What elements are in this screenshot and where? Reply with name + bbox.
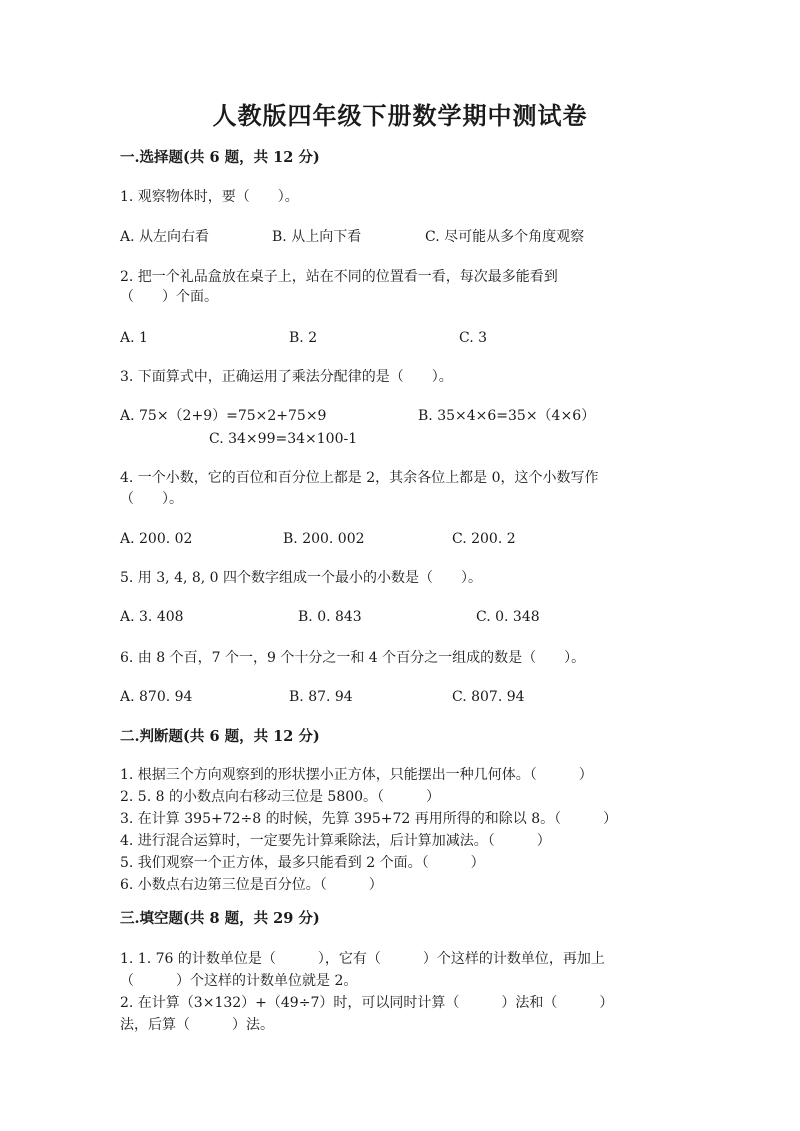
option-a: A. 从左向右看 [120, 229, 210, 245]
fill-in-item-continued: 法，后算（ ）法。 [120, 1017, 274, 1033]
judgement-item: 3. 在计算 395+72÷8 的时候，先算 395+72 再用所得的和除以 8。（ ） [120, 811, 618, 827]
option-c: C. 200. 2 [452, 531, 516, 547]
section-heading-choice: 一.选择题(共 6 题，共 12 分) [120, 149, 320, 166]
judgement-item: 6. 小数点右边第三位是百分位。（ ） [120, 877, 383, 893]
option-b: B. 0. 843 [298, 609, 362, 625]
question-stem: 6. 由 8 个百，7 个一，9 个十分之一和 4 个百分之一组成的数是（ ）。 [120, 650, 586, 666]
question-stem: 5. 用 3, 4, 8, 0 四个数字组成一个最小的小数是（ ）。 [120, 570, 483, 586]
option-c: C. 尽可能从多个角度观察 [425, 229, 585, 245]
option-a: A. 200. 02 [120, 531, 193, 547]
question-stem: 3. 下面算式中，正确运用了乘法分配律的是（ ）。 [120, 369, 453, 385]
fill-in-item: 2. 在计算（3×132）+（49÷7）时，可以同时计算（ ）法和（ ） [120, 995, 614, 1011]
option-c: C. 0. 348 [476, 609, 540, 625]
option-a: A. 1 [120, 330, 148, 346]
option-b: B. 87. 94 [289, 689, 353, 705]
question-stem: 1. 观察物体时，要（ ）。 [120, 189, 299, 205]
question-stem: 2. 把一个礼品盒放在桌子上，站在不同的位置看一看，每次最多能看到 [120, 269, 558, 285]
option-b: B. 200. 002 [283, 531, 365, 547]
option-c: C. 807. 94 [452, 689, 525, 705]
judgement-item: 1. 根据三个方向观察到的形状摆小正方体，只能摆出一种几何体。（ ） [120, 767, 593, 783]
option-b: B. 从上向下看 [272, 229, 362, 245]
question-stem-continued: （ ）个面。 [120, 289, 218, 305]
exam-title: 人教版四年级下册数学期中测试卷 [212, 101, 588, 130]
question-stem: 4. 一个小数，它的百位和百分位上都是 2，其余各位上都是 0，这个小数写作 [120, 470, 599, 486]
option-b: B. 2 [289, 330, 318, 346]
judgement-item: 5. 我们观察一个正方体，最多只能看到 2 个面。（ ） [120, 855, 485, 871]
option-c: C. 3 [459, 330, 488, 346]
option-a: A. 75×（2+9）=75×2+75×9 [120, 408, 327, 424]
option-a: A. 870. 94 [120, 689, 193, 705]
judgement-item: 4. 进行混合运算时，一定要先计算乘除法，后计算加减法。（ ） [120, 833, 551, 849]
section-heading-judgement: 二.判断题(共 6 题，共 12 分) [120, 728, 320, 745]
section-heading-fill-in: 三.填空题(共 8 题，共 29 分) [120, 910, 320, 927]
fill-in-item-continued: （ ）个这样的计数单位就是 2。 [120, 973, 358, 989]
option-c: C. 34×99=34×100-1 [209, 431, 358, 447]
fill-in-item: 1. 1. 76 的计数单位是（ ），它有（ ）个这样的计数单位，再加上 [120, 951, 605, 967]
question-stem-continued: （ ）。 [120, 491, 183, 507]
judgement-item: 2. 5. 8 的小数点向右移动三位是 5800。（ ） [120, 789, 441, 805]
option-b: B. 35×4×6=35×（4×6） [418, 408, 596, 424]
option-a: A. 3. 408 [120, 609, 184, 625]
